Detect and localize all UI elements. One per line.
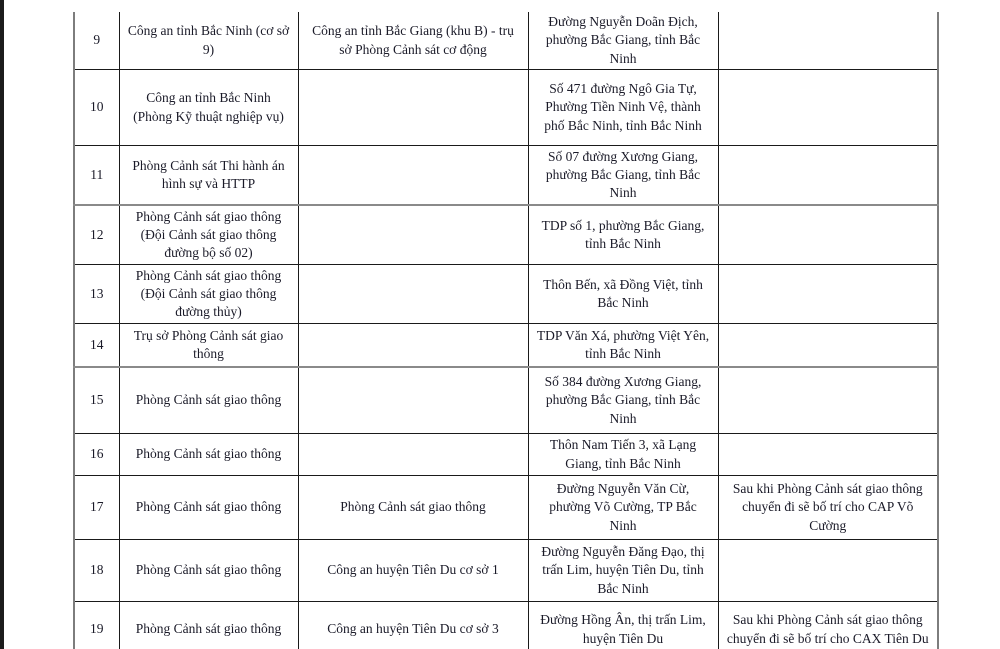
second-facility-cell: Công an huyện Tiên Du cơ sở 1 [298,540,528,602]
page-edge-strip [0,0,4,649]
facility-name-cell: Phòng Cảnh sát giao thông [119,367,298,434]
address-cell: Số 471 đường Ngô Gia Tự, Phường Tiền Ninh Vệ, thành phố Bắc Ninh, tỉnh Bắc Ninh [528,70,718,146]
second-facility-cell [298,70,528,146]
address-cell: Thôn Nam Tiến 3, xã Lạng Giang, tỉnh Bắc Ninh [528,434,718,476]
address-cell: TDP Văn Xá, phường Việt Yên, tỉnh Bắc Ninh [528,324,718,368]
table-row [74,602,938,649]
address-cell: Đường Nguyễn Đăng Đạo, thị trấn Lim, huyện Tiên Du, tỉnh Bắc Ninh [528,540,718,602]
table-row [74,265,938,324]
address-cell: Đường Hồng Ân, thị trấn Lim, huyện Tiên Du [528,602,718,649]
second-facility-cell [298,265,528,324]
note-cell [718,70,938,146]
note-cell [718,205,938,265]
facility-name-cell: Phòng Cảnh sát giao thông [119,602,298,649]
row-number-cell: 19 [74,602,119,649]
row-number-cell: 16 [74,434,119,476]
row-number-cell: 14 [74,324,119,368]
second-facility-cell [298,434,528,476]
note-cell [718,434,938,476]
row-number-cell: 12 [74,205,119,265]
note-cell [718,146,938,206]
note-cell [718,12,938,70]
second-facility-cell [298,146,528,206]
row-number-cell: 10 [74,70,119,146]
table-row [74,12,938,70]
table-row [74,70,938,146]
second-facility-cell [298,324,528,368]
facility-name-cell: Phòng Cảnh sát giao thông [119,540,298,602]
facility-name-cell: Phòng Cảnh sát giao thông (Đội Cảnh sát giao thông đường bộ số 02) [119,205,298,265]
facility-name-cell: Trụ sở Phòng Cảnh sát giao thông [119,324,298,368]
row-number-cell: 15 [74,367,119,434]
second-facility-cell [298,367,528,434]
facility-name-cell: Phòng Cảnh sát giao thông (Đội Cảnh sát giao thông đường thủy) [119,265,298,324]
row-number-cell: 13 [74,265,119,324]
facilities-table-container [73,12,939,649]
note-cell: Sau khi Phòng Cảnh sát giao thông chuyển đi sẽ bố trí cho CAX Tiên Du [718,602,938,649]
table-row [74,146,938,206]
address-cell: Số 07 đường Xương Giang, phường Bắc Giang, tỉnh Bắc Ninh [528,146,718,206]
address-cell: Đường Nguyễn Doãn Địch, phường Bắc Giang, tỉnh Bắc Ninh [528,12,718,70]
address-cell: Số 384 đường Xương Giang, phường Bắc Giang, tỉnh Bắc Ninh [528,367,718,434]
row-number-cell: 9 [74,12,119,70]
address-cell: Đường Nguyễn Văn Cừ, phường Võ Cường, TP Bắc Ninh [528,476,718,540]
row-number-cell: 18 [74,540,119,602]
facilities-table [73,12,939,649]
facility-name-cell: Phòng Cảnh sát giao thông [119,434,298,476]
note-cell [718,367,938,434]
row-number-cell: 17 [74,476,119,540]
table-row [74,324,938,368]
facility-name-cell: Công an tỉnh Bắc Ninh (cơ sở 9) [119,12,298,70]
table-row [74,205,938,265]
second-facility-cell [298,205,528,265]
note-cell [718,265,938,324]
second-facility-cell: Phòng Cảnh sát giao thông [298,476,528,540]
second-facility-cell: Công an huyện Tiên Du cơ sở 3 [298,602,528,649]
note-cell [718,540,938,602]
facility-name-cell: Phòng Cảnh sát Thi hành án hình sự và HTTP [119,146,298,206]
row-number-cell: 11 [74,146,119,206]
note-cell: Sau khi Phòng Cảnh sát giao thông chuyển đi sẽ bố trí cho CAP Võ Cường [718,476,938,540]
facility-name-cell: Công an tỉnh Bắc Ninh (Phòng Kỹ thuật nghiệp vụ) [119,70,298,146]
second-facility-cell: Công an tỉnh Bắc Giang (khu B) - trụ sở Phòng Cảnh sát cơ động [298,12,528,70]
facility-name-cell: Phòng Cảnh sát giao thông [119,476,298,540]
table-row [74,434,938,476]
table-row [74,476,938,540]
note-cell [718,324,938,368]
table-row [74,367,938,434]
address-cell: TDP số 1, phường Bắc Giang, tỉnh Bắc Ninh [528,205,718,265]
address-cell: Thôn Bến, xã Đồng Việt, tỉnh Bắc Ninh [528,265,718,324]
table-row [74,540,938,602]
table-body [74,12,938,649]
